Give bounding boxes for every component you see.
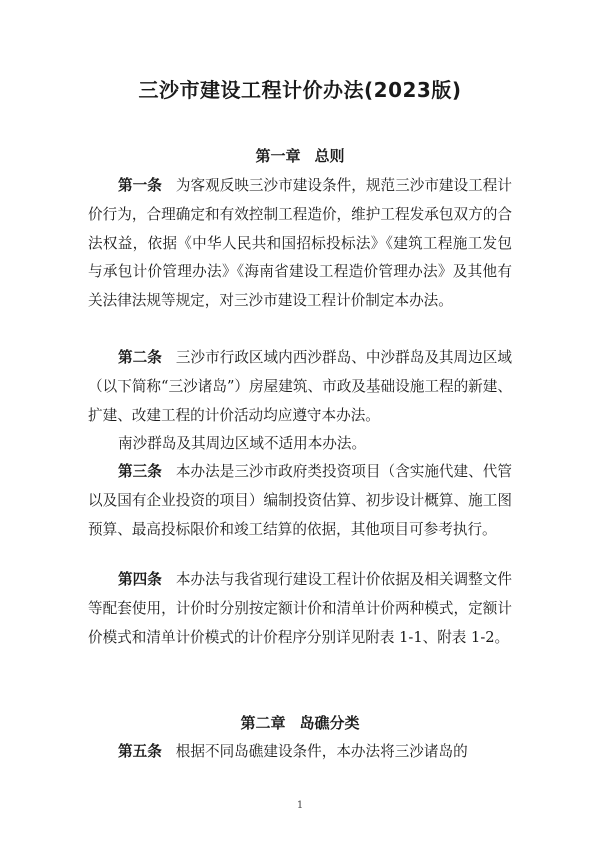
chapter-title: 总则 [314,147,345,165]
article-label: 第三条 [118,463,162,480]
article-label: 第一条 [118,177,162,194]
article-text: 本办法是三沙市政府类投资项目（含实施代建、代管以及国有企业投资的项目）编制投资估算、初步设计概算、施工图预算、最高投标限价和竣工结算的依据，其他项目可参考执行。 [88,463,512,538]
chapter-number: 第一章 [255,147,301,165]
article-3 [88,458,512,544]
chapter-title: 岛礁分类 [299,714,360,732]
article-1 [88,172,512,316]
article-text: 南沙群岛及其周边区域不适用本办法。 [118,435,367,452]
chapter-heading-1 [0,145,600,166]
article-label: 第四条 [118,571,162,588]
article-2 [88,344,512,430]
page-number: 1 [296,800,304,811]
article-text: 为客观反映三沙市建设条件，规范三沙市建设工程计价行为，合理确定和有效控制工程造价，维护工程发承包双方的合法权益，依据《中华人民共和国招标投标法》《建筑工程施工发包与承包计价管理办法》《海南省建设工程造价管理办法》及其他有关法律法规等规定，对三沙市建设工程计价制定本办法。 [88,177,512,310]
article-text: 根据不同岛礁建设条件，本办法将三沙诸岛的 [175,743,468,760]
article-text: 本办法与我省现行建设工程计价依据及相关调整文件等配套使用，计价时分别按定额计价和清单计价两种模式，定额计价模式和清单计价模式的计价程序分别详见附表 1-1、附表 1-2。 [88,571,512,646]
article-5 [88,738,512,767]
chapter-number: 第二章 [240,714,286,732]
article-label: 第二条 [118,349,162,366]
article-text: 三沙市行政区域内西沙群岛、中沙群岛及其周边区域（以下简称“三沙诸岛”）房屋建筑、市政及基础设施工程的新建、扩建、改建工程的计价活动均应遵守本办法。 [88,349,512,424]
document-title: 三沙市建设工程计价办法(2023版) [138,78,462,102]
article-4 [88,566,512,652]
article-2-paragraph-2 [88,430,512,459]
article-label: 第五条 [118,743,162,760]
chapter-heading-2 [0,712,600,733]
